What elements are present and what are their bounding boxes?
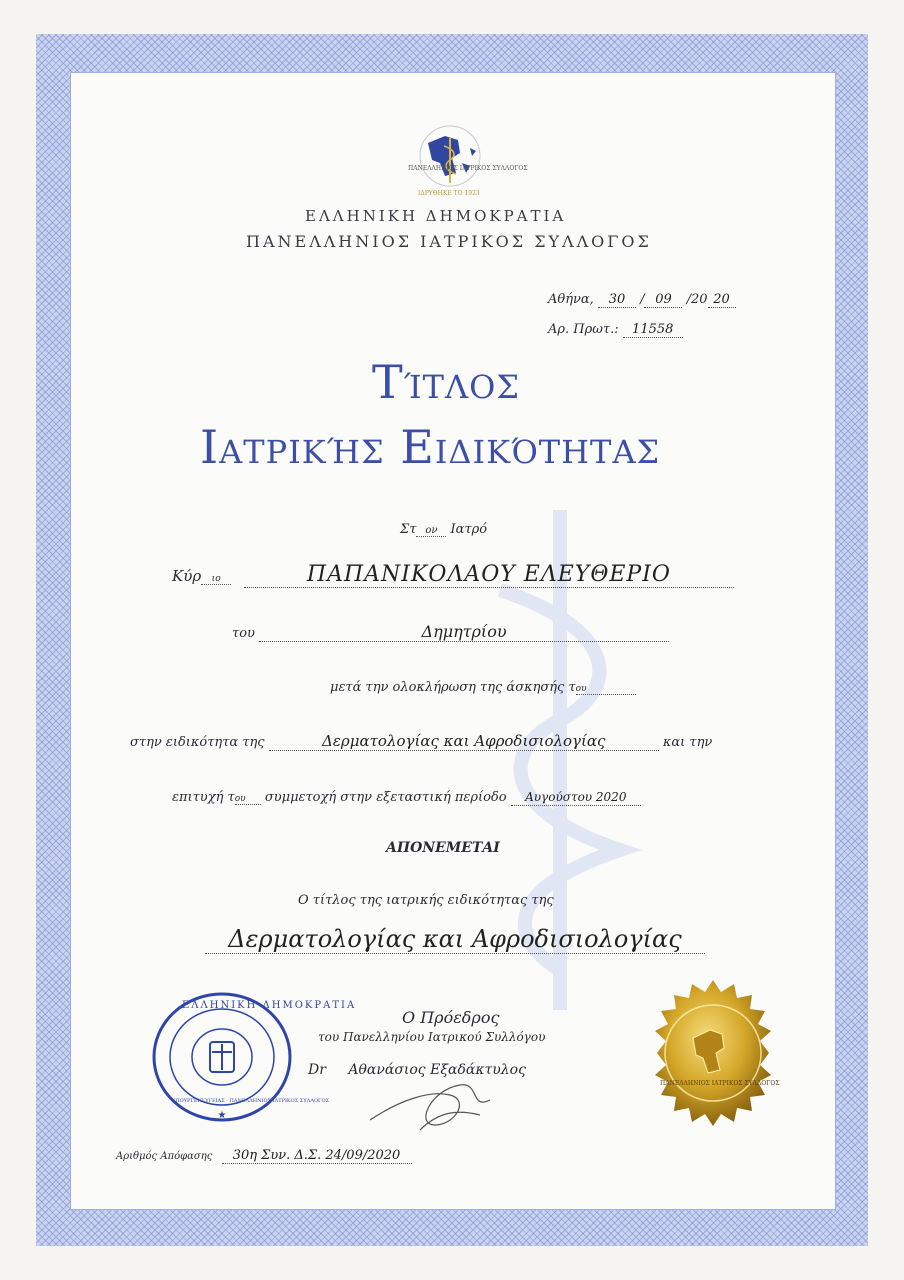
stamp-outer-text: ΕΛΛΗΝΙΚΗ ΔΗΜΟΚΡΑΤΙΑ: [182, 1000, 357, 1011]
after-training-line: [330, 680, 636, 695]
success-fill: ου: [234, 794, 246, 804]
date-year: 20: [713, 292, 730, 307]
date-year-prefix: 20: [691, 292, 708, 307]
president-org: του Πανελληνίου Ιατρικού Συλλόγου: [318, 1030, 546, 1044]
gold-seal: [638, 978, 788, 1128]
title-of-text: Ο τίτλος της ιατρικής ειδικότητας της: [298, 893, 554, 908]
stamp-inner-text: ΥΠΟΥΡΓΕΙΟ ΥΓΕΙΑΣ · ΠΑΝΕΛΛΗΝΙΟΣ ΙΑΤΡΙΚΟΣ ΣΥΛΛΟΓΟΣ: [172, 1098, 330, 1104]
date-day: 30: [608, 292, 626, 307]
kyr-fill: ιο: [211, 574, 221, 584]
logo-subtitle: ΙΔΡΥΘΗΚΕ ΤΟ 1923: [418, 190, 480, 197]
success-prefix: επιτυχή τ: [172, 790, 235, 805]
specialty-big: Δερματολογίας και Αφροδισιολογίας: [228, 925, 682, 953]
exam-line: [172, 790, 641, 806]
after-training-text: μετά την ολοκλήρωση της άσκησής τ: [330, 680, 576, 695]
specialty-big-line: [205, 925, 705, 954]
specialty-label: στην ειδικότητα της: [130, 735, 265, 750]
athens-label: Αθήνα,: [548, 292, 594, 307]
recipient-name: ΠΑΠΑΝΙΚΟΛΑΟΥ ΕΛΕΥΘΕΡΙΟ: [306, 562, 671, 587]
date-line: Αθήνα, 30 / 09 /20 20: [548, 292, 736, 308]
name-line: [172, 562, 734, 588]
to-doctor-fill: ον: [425, 525, 438, 536]
header-line-2: ΠΑΝΕΛΛΗΝΙΟΣ ΙΑΤΡΙΚΟΣ ΣΥΛΛΟΓΟΣ: [246, 232, 652, 251]
title-line-2: Ιατρικής Ειδικότητας: [200, 420, 661, 474]
exam-period: Αυγούστου 2020: [525, 790, 627, 804]
dr-prefix: Dr: [308, 1062, 326, 1078]
greece-map-logo: [400, 118, 500, 198]
father-line: [232, 622, 669, 642]
after-training-fill: ου: [575, 684, 587, 694]
protocol-line: [548, 322, 683, 338]
father-label: του: [232, 626, 255, 641]
decision-value: 30η Συν. Δ.Σ. 24/09/2020: [232, 1148, 401, 1163]
logo-ring-text: ΠΑΝΕΛΛΗΝΙΟΣ ΙΑΤΡΙΚΟΣ ΣΥΛΛΟΓΟΣ: [408, 165, 528, 172]
specialty-value: Δερματολογίας και Αφροδισιολογίας: [322, 732, 606, 750]
and-the-text: και την: [662, 735, 713, 750]
president-name: Αθανάσιος Εξαδάκτυλος: [348, 1062, 526, 1078]
seal-text: ΠΑΝΕΛΛΗΝΙΟΣ ΙΑΤΡΙΚΟΣ ΣΥΛΛΟΓΟΣ: [660, 1080, 780, 1087]
to-doctor-line: [400, 522, 487, 537]
president-role: Ο Πρόεδρος: [402, 1008, 500, 1027]
decision-label: Αριθμός Απόφασης: [116, 1151, 213, 1162]
svg-text:★: ★: [217, 1110, 227, 1121]
to-doctor-prefix: Στ: [400, 522, 417, 537]
specialty-line: [130, 732, 712, 751]
to-doctor-suffix: Ιατρό: [450, 522, 488, 537]
date-month: 09: [655, 292, 672, 307]
protocol-number: 11558: [632, 322, 674, 337]
title-line-1: Τίτλος: [372, 355, 520, 409]
decision-line: [116, 1148, 412, 1164]
header-line-1: ΕΛΛΗΝΙΚΗ ΔΗΜΟΚΡΑΤΙΑ: [305, 207, 567, 225]
father-name: Δημητρίου: [421, 622, 507, 641]
handwritten-signature: [360, 1070, 510, 1140]
awarded-text: ΑΠΟΝΕΜΕΤΑΙ: [386, 840, 500, 856]
success-text: συμμετοχή στην εξεταστική περίοδο: [264, 790, 507, 805]
kyr-label: Κύρ: [172, 567, 202, 585]
protocol-label: Αρ. Πρωτ.:: [548, 322, 619, 337]
